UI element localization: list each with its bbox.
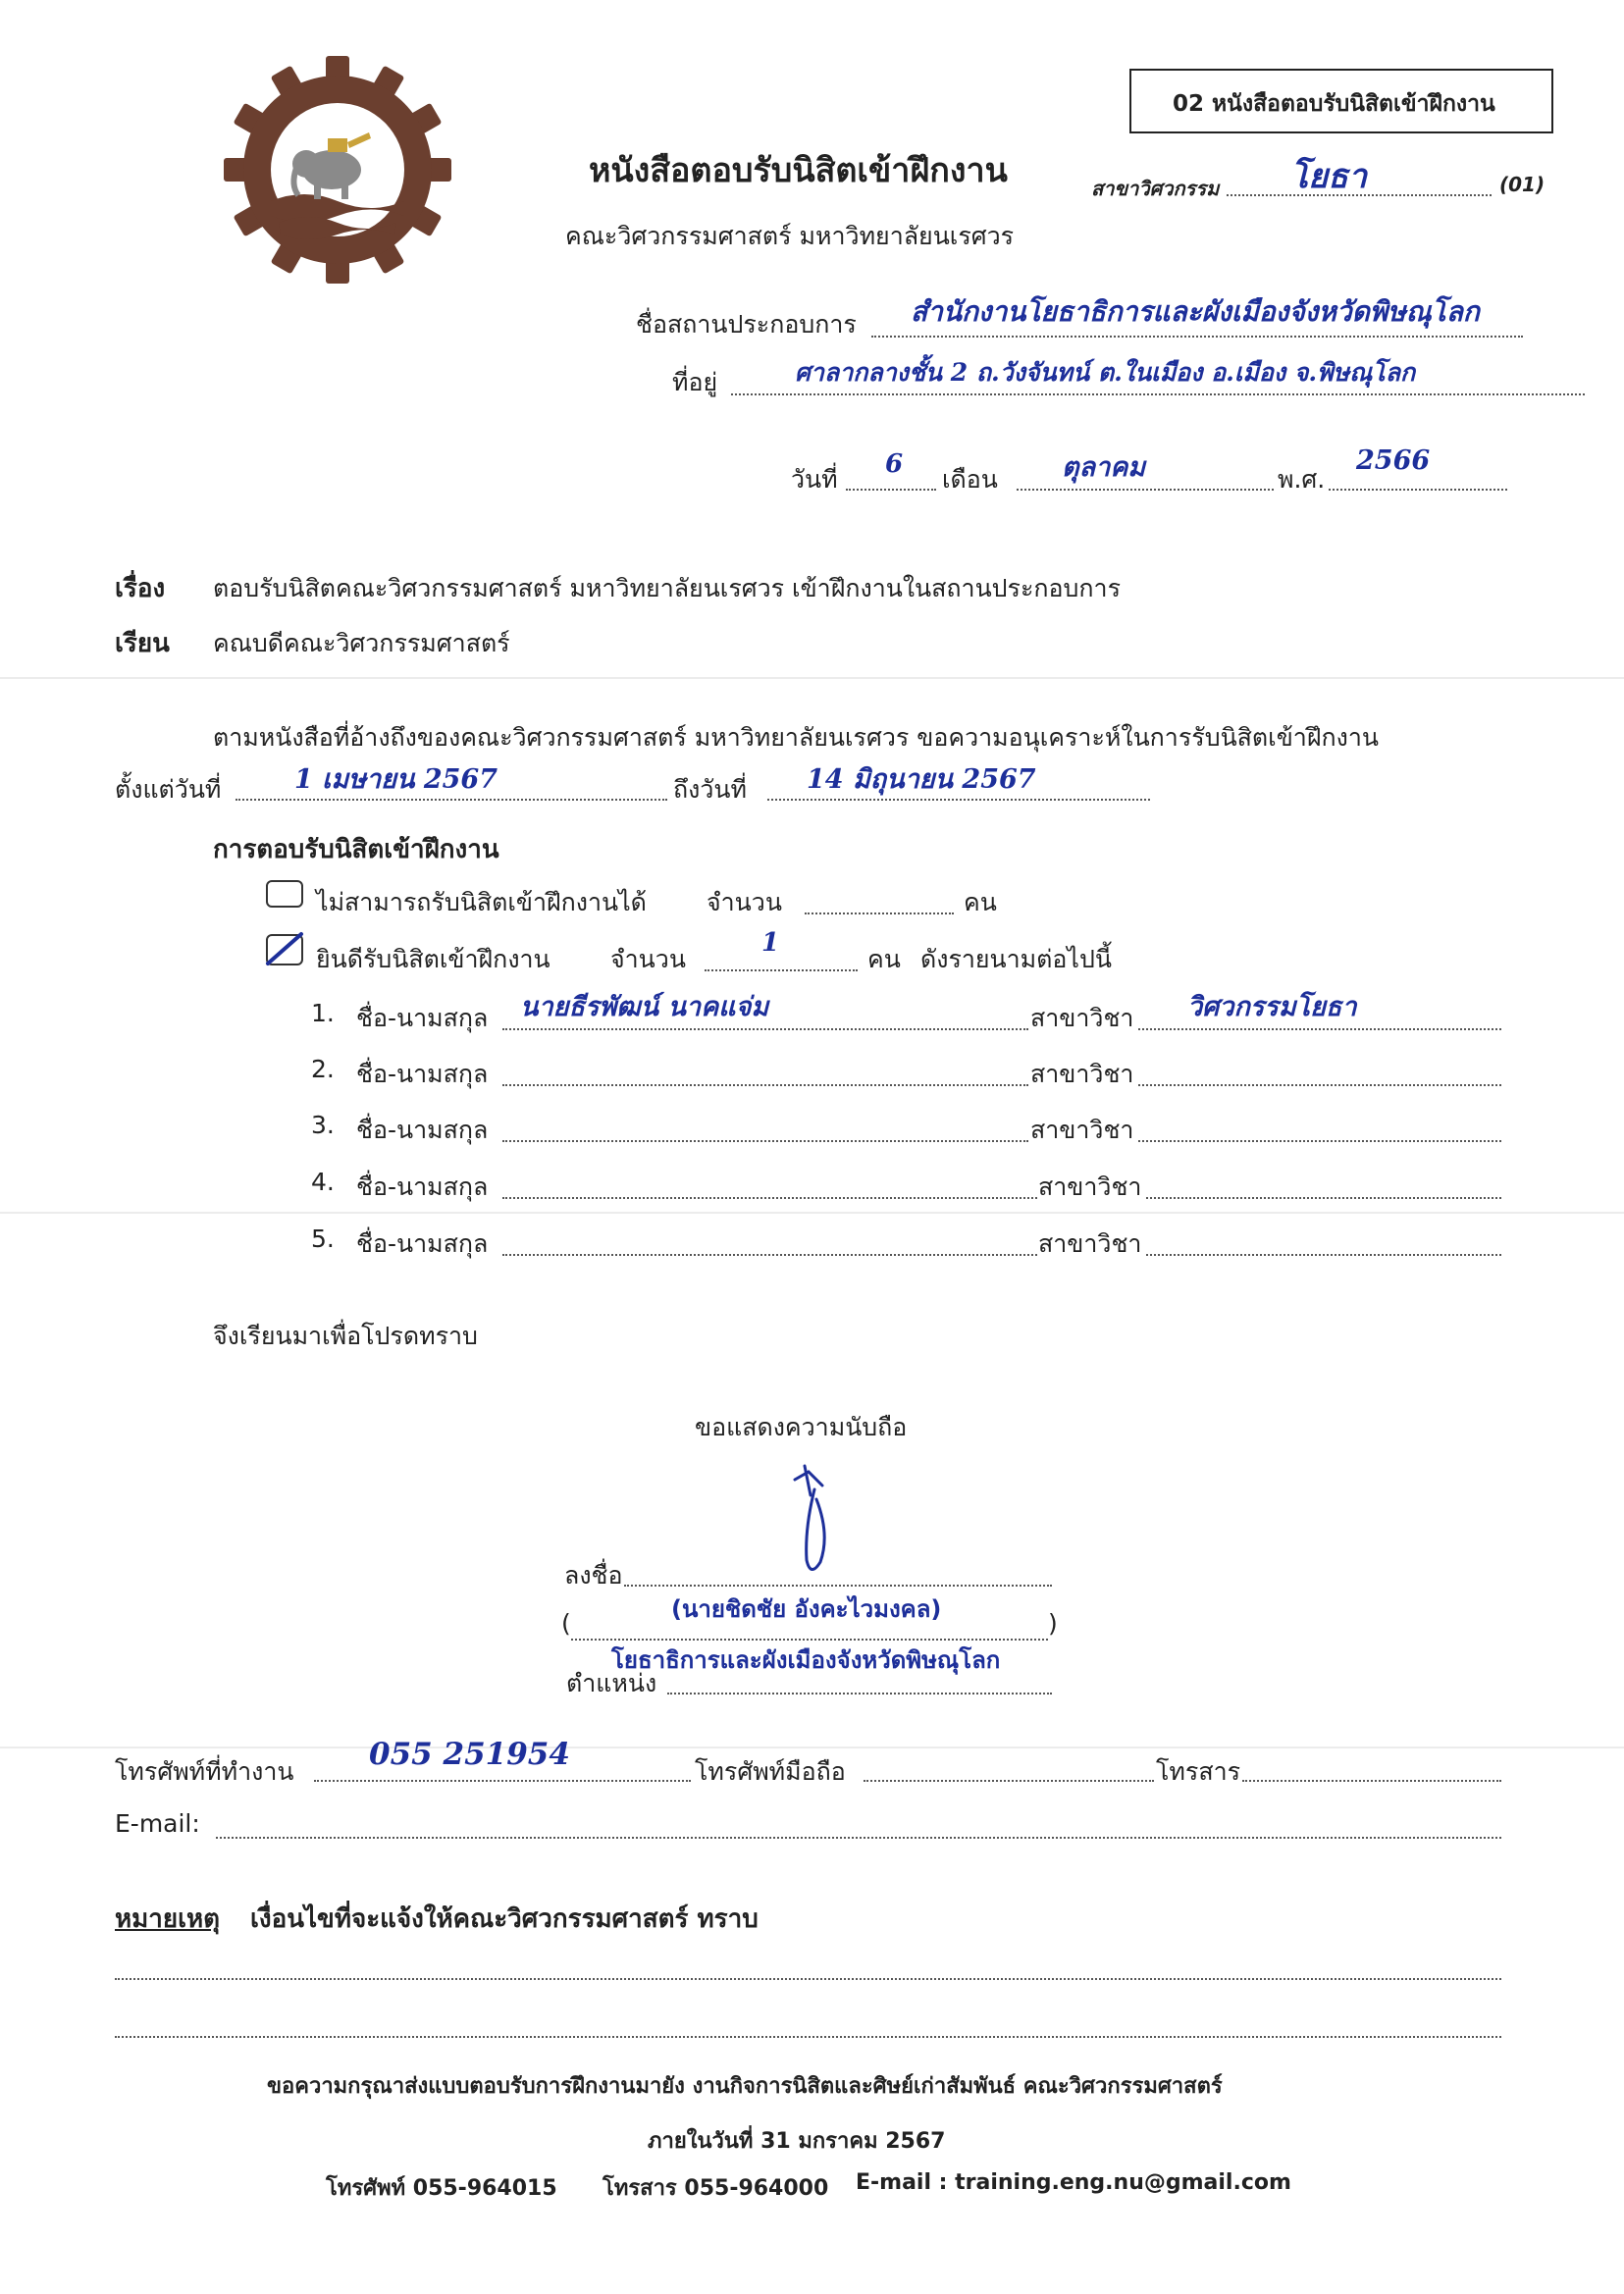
branch-code: (01) <box>1499 173 1545 196</box>
paren-close: ) <box>1048 1609 1058 1638</box>
paren-open: ( <box>561 1609 571 1638</box>
name-dots <box>502 1254 1037 1256</box>
mobile-label: โทรศัพท์มือถือ <box>695 1757 846 1786</box>
date-day-value: 6 <box>885 449 904 479</box>
note-line-1 <box>115 1978 1501 1980</box>
reject-option-label: ไม่สามารถรับนิสิตเข้าฝึกงานได้ <box>316 888 647 916</box>
name-label: ชื่อ-นามสกุล <box>356 1060 489 1088</box>
document-subtitle: คณะวิศวกรรมศาสตร์ มหาวิทยาลัยนเรศวร <box>565 222 1015 250</box>
row-number: 5. <box>311 1225 335 1253</box>
workplace-name-value: สำนักงานโยธาธิการและผังเมืองจังหวัดพิษณุโลก <box>911 295 1480 328</box>
major-label: สาขาวิชา <box>1030 1060 1134 1088</box>
fax-label: โทรสาร <box>1156 1757 1241 1786</box>
row-number: 3. <box>311 1111 335 1139</box>
row-number: 1. <box>311 999 335 1027</box>
name-label: ชื่อ-นามสกุล <box>356 1116 489 1144</box>
reject-checkbox[interactable] <box>266 880 303 908</box>
addressee-label: เรียน <box>115 629 170 658</box>
major-label: สาขาวิชา <box>1030 1116 1134 1144</box>
row-number: 4. <box>311 1168 335 1196</box>
branch-label: สาขาวิศวกรรม <box>1091 177 1220 200</box>
check-mark-icon <box>262 930 307 969</box>
accept-unit: คน <box>867 945 901 973</box>
footer-line-2: ภายในวันที่ 31 มกราคม 2567 <box>648 2129 946 2154</box>
student-major: วิศวกรรมโยธา <box>1187 992 1357 1022</box>
major-dots <box>1138 1028 1501 1030</box>
position-dots <box>667 1693 1052 1694</box>
sign-dots <box>624 1585 1052 1587</box>
note-label: หมายเหตุ <box>115 1904 221 1934</box>
accept-count-value: 1 <box>761 928 780 958</box>
office-phone-value: 055 251954 <box>369 1737 570 1772</box>
document-title: หนังสือตอบรับนิสิตเข้าฝึกงาน <box>589 151 1008 190</box>
major-label: สาขาวิชา <box>1038 1173 1142 1201</box>
period-to-value: 14 มิถุนายน 2567 <box>807 764 1036 795</box>
footer-email[interactable]: E-mail : training.eng.nu@gmail.com <box>856 2170 1291 2195</box>
position-value: โยธาธิการและผังเมืองจังหวัดพิษณุโลก <box>611 1646 1001 1674</box>
signer-name: (นายชิดชัย อังคะไวมงคล) <box>671 1595 942 1623</box>
accept-count-label: จำนวน <box>610 945 686 973</box>
major-dots <box>1146 1197 1501 1199</box>
major-dots <box>1146 1254 1501 1256</box>
date-month-label: เดือน <box>942 465 998 494</box>
position-label: ตำแหน่ง <box>566 1669 657 1697</box>
date-year-label: พ.ศ. <box>1278 465 1326 494</box>
date-year-value: 2566 <box>1356 445 1431 476</box>
name-dots <box>502 1028 1028 1030</box>
email-dots <box>216 1837 1501 1839</box>
section-title: การตอบรับนิสิตเข้าฝึกงาน <box>213 835 499 864</box>
subject-label: เรื่อง <box>115 574 166 603</box>
accept-suffix: ดังรายนามต่อไปนี้ <box>920 945 1112 973</box>
reject-unit: คน <box>964 888 997 916</box>
signature <box>765 1460 883 1578</box>
name-dots <box>502 1197 1037 1199</box>
workplace-name-dots <box>871 336 1523 338</box>
office-phone-label: โทรศัพท์ที่ทำงาน <box>115 1757 294 1786</box>
sign-label: ลงชื่อ <box>564 1561 623 1590</box>
date-month-dots <box>1017 489 1274 491</box>
email-label: E-mail: <box>115 1809 200 1838</box>
form-code: 02 หนังสือตอบรับนิสิตเข้าฝึกงาน <box>1173 91 1495 117</box>
major-label: สาขาวิชา <box>1030 1004 1134 1032</box>
faculty-logo <box>222 54 453 286</box>
date-year-dots <box>1329 489 1507 491</box>
reject-count-label: จำนวน <box>707 888 782 916</box>
student-row-3 <box>0 1107 1624 1156</box>
subject-text: ตอบรับนิสิตคณะวิศวกรรมศาสตร์ มหาวิทยาลัยนเรศวร เข้าฝึกงานในสถานประกอบการ <box>213 574 1122 602</box>
footer-line-1: ขอความกรุณาส่งแบบตอบรับการฝึกงานมายัง งานกิจการนิสิตและศิษย์เก่าสัมพันธ์ คณะวิศวกรรมศาสตร์ <box>267 2074 1223 2099</box>
period-from-value: 1 เมษายน 2567 <box>294 764 498 795</box>
addressee-text: คณบดีคณะวิศวกรรมศาสตร์ <box>213 629 510 657</box>
date-day-dots <box>846 489 936 491</box>
branch-value: โยธา <box>1290 157 1368 196</box>
name-label: ชื่อ-นามสกุล <box>356 1173 489 1201</box>
student-name: นายธีรพัฒน์ นาคแจ่ม <box>520 992 769 1022</box>
note-line-2 <box>115 2036 1501 2038</box>
name-label: ชื่อ-นามสกุล <box>356 1229 489 1258</box>
fax-dots <box>1242 1780 1501 1782</box>
accept-option-label: ยินดีรับนิสิตเข้าฝึกงาน <box>316 945 550 973</box>
date-day-label: วันที่ <box>791 465 838 494</box>
period-from-label: ตั้งแต่วันที่ <box>115 775 222 804</box>
accept-count-dots <box>705 969 858 971</box>
paper-crease <box>0 677 1624 679</box>
name-dots <box>502 1140 1028 1142</box>
workplace-name-label: ชื่อสถานประกอบการ <box>636 310 857 339</box>
mobile-dots <box>864 1780 1154 1782</box>
office-phone-dots <box>314 1780 691 1782</box>
closing-regards: ขอแสดงความนับถือ <box>695 1413 908 1441</box>
note-text: เงื่อนไขที่จะแจ้งให้คณะวิศวกรรมศาสตร์ ทราบ <box>250 1904 759 1934</box>
major-dots <box>1138 1140 1501 1142</box>
student-row-1 <box>0 992 1624 1044</box>
date-month-value: ตุลาคม <box>1062 452 1146 483</box>
address-value: ศาลากลางชั้น 2 ถ.วังจันทน์ ต.ในเมือง อ.เมือง จ.พิษณุโลก <box>795 358 1416 387</box>
paper-crease <box>0 1747 1624 1748</box>
closing-notify: จึงเรียนมาเพื่อโปรดทราบ <box>213 1322 478 1350</box>
student-row-4 <box>0 1164 1624 1213</box>
name-dots <box>502 1084 1028 1086</box>
row-number: 2. <box>311 1055 335 1083</box>
body-intro: ตามหนังสือที่อ้างถึงของคณะวิศวกรรมศาสตร์ มหาวิทยาลัยนเรศวร ขอความอนุเคราะห์ในการรับนิสิตเข้าฝึกงาน <box>213 723 1379 752</box>
address-label: ที่อยู่ <box>672 368 718 396</box>
student-row-5 <box>0 1221 1624 1270</box>
major-label: สาขาวิชา <box>1038 1229 1142 1258</box>
accept-checkbox[interactable] <box>266 934 303 965</box>
address-dots <box>731 393 1585 395</box>
footer-phone: โทรศัพท์ 055-964015 <box>326 2176 557 2201</box>
reject-count-dots <box>805 912 954 914</box>
footer-fax: โทรสาร 055-964000 <box>602 2176 829 2201</box>
name-label: ชื่อ-นามสกุล <box>356 1004 489 1032</box>
period-to-label: ถึงวันที่ <box>673 775 747 804</box>
major-dots <box>1138 1084 1501 1086</box>
student-row-2 <box>0 1051 1624 1100</box>
